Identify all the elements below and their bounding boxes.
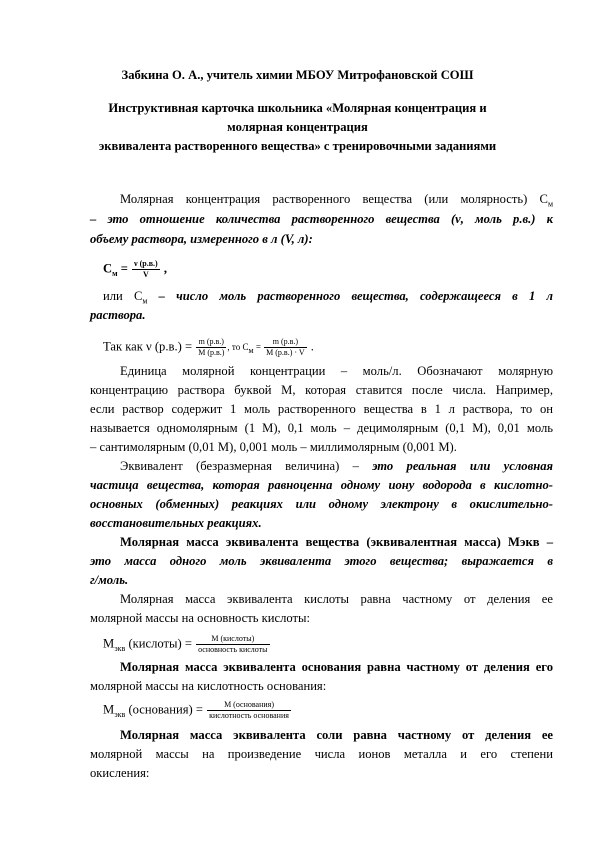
unit-line-4: называется одномолярным (1 М), 0,1 моль – децимолярным (0,1 М), 0,01 моль — [90, 421, 553, 435]
unit-line-5: – сантимолярным (0,01 М), 0,001 моль – миллимолярным (0,001 М). — [90, 440, 457, 454]
unit-line-2: концентрацию раствора буквой М, которая ставится после числа. Например, — [90, 383, 553, 397]
definition-line-1: Молярная концентрация растворенного вещества (или молярность) $C_м$ — [120, 192, 553, 209]
salt-line-1: Молярная масса эквивалента соли равна частному от деления ее — [120, 728, 553, 742]
formula-molarity: $C_м$ = $\frac{\nu (р.в.)}{V}$ , — [103, 259, 168, 279]
equivalent-line-1: Эквивалент (безразмерная величина) – это реальная или условная — [120, 459, 554, 473]
formula-acid-equivalent: $M_{экв}$ (кислоты) = $\frac{\text{M (кислоты)}}{\text{основность кислоты}}$ — [103, 634, 268, 654]
fraction-acid: $\frac{\text{M (кислоты)}}{\text{основность кислоты}}$ — [198, 634, 268, 654]
fraction-base: $\frac{\text{M (основания)}}{\text{кислотность основания}}$ — [209, 700, 289, 720]
equivalent-line-4: восстановительных реакциях. — [90, 516, 262, 530]
unit-line-1: Единица молярной концентрации – моль/л. Обозначают молярную — [120, 364, 553, 378]
fraction-nu-over-v: $\frac{\nu (р.в.)}{V}$ — [134, 259, 158, 279]
salt-line-2: молярной массы на произведение числа ионов металла и его степени — [90, 747, 553, 761]
equivalent-line-2: частица вещества, которая равноценна одному иону водорода в кислотно- — [90, 478, 553, 492]
definition-line-3: объему раствора, измеренного в л (V, л): — [90, 232, 313, 246]
eq-mass-line-1: Молярная масса эквивалента вещества (эквивалентная масса) Мэкв – — [120, 535, 553, 549]
eq-mass-line-2: это масса одного моль эквивалента этого вещества; выражается в — [90, 554, 553, 568]
base-line-2: молярной массы на кислотность основания: — [90, 679, 327, 693]
formula-base-equivalent: $M_{экв}$ (основания) = $\frac{\text{M (основания)}}{\text{кислотность основания}}$ — [103, 700, 289, 720]
base-line-1: Молярная масса эквивалента основания равна частному от деления его — [120, 660, 553, 674]
title-line-3: эквивалента растворенного вещества» с тренировочными заданиями — [98, 139, 497, 153]
definition-line-2: – это отношение количества растворенного вещества (ν, моль р.в.) к — [90, 212, 553, 226]
unit-line-3: если раствор содержит 1 моль растворенного вещества в 1 л раствора, то он — [90, 402, 553, 416]
salt-line-3: окисления: — [90, 766, 150, 780]
formula-mass-molarity: Так как ν (р.в.) = $\frac{m (р.в.)}{M (р.в.)}$ , то $C_м$ = $\frac{m (р.в.)}{M (р.в.) \cdot V}$ . — [103, 337, 314, 357]
author-line: Забкина О. А., учитель химии МБОУ Митрофановской СОШ — [121, 68, 474, 82]
title-line-1: Инструктивная карточка школьника «Молярная концентрация и — [108, 101, 487, 115]
equivalent-line-3: основных (обменных) реакциях или одному электрону в окислительно- — [90, 497, 553, 511]
fraction-m-over-M: $\frac{m (р.в.)}{M (р.в.)}$ — [198, 337, 225, 357]
fraction-m-over-MV: $\frac{m (р.в.)}{M (р.в.) \cdot V}$ — [266, 337, 305, 357]
title-line-2: молярная концентрация — [227, 120, 368, 134]
eq-mass-line-3: г/моль. — [90, 573, 129, 587]
or-line-2: раствора. — [90, 308, 146, 322]
acid-line-1: Молярная масса эквивалента кислоты равна частному от деления ее — [120, 592, 553, 606]
acid-line-2: молярной массы на основность кислоты: — [90, 611, 310, 625]
or-line-1: или $C_м$ – число моль растворенного вещества, содержащееся в 1 л — [103, 289, 553, 306]
